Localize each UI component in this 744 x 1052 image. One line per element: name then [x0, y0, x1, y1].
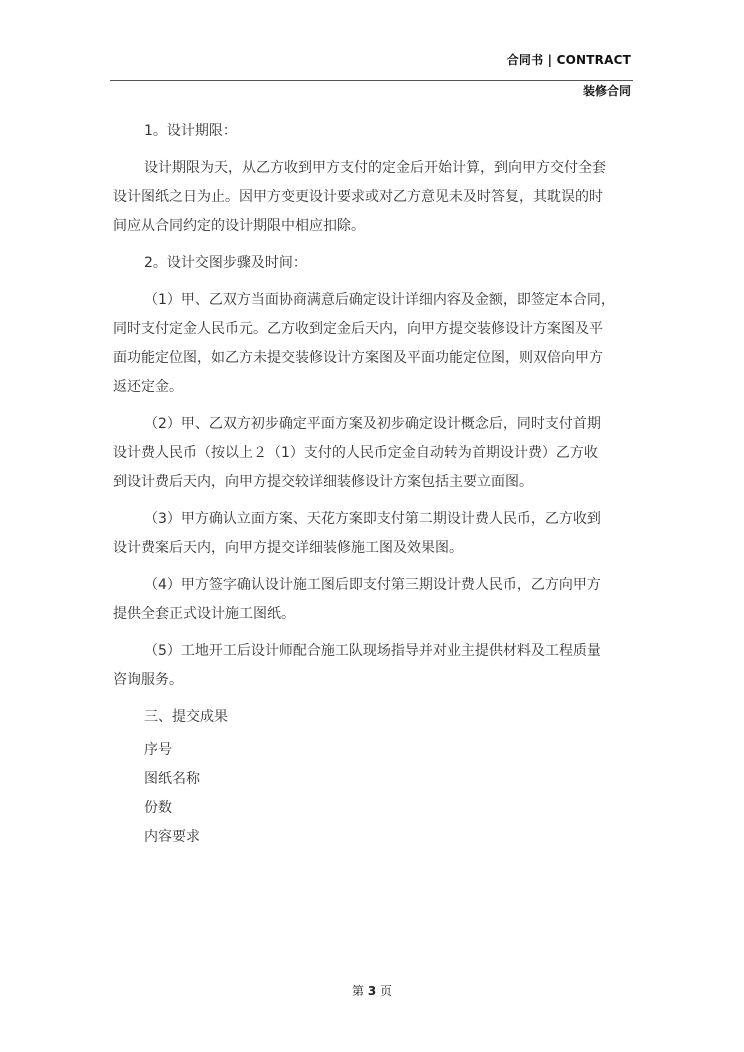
paragraph [113, 637, 643, 695]
paragraph-line: 面功能定位图，如乙方未提交装修设计方案图及平面功能定位图，则双倍向甲方 [113, 350, 603, 366]
list-item: 图纸名称 [144, 771, 200, 787]
paragraph-line: （4）甲方签字确认设计施工图后即支付第三期设计费人民币，乙方向甲方 [144, 577, 601, 593]
header-divider [110, 80, 633, 81]
paragraph-line: （5）工地开工后设计师配合施工队现场指导并对业主提供材料及工程质量 [144, 643, 601, 659]
page-label-prefix: 第 [351, 984, 364, 998]
paragraph-line: 设计图纸之日为止。因甲方变更设计要求或对乙方意见未及时答复，其耽误的时 [113, 189, 603, 205]
list-item: 内容要求 [144, 829, 200, 845]
paragraph-line: 到设计费后天内，向甲方提交较详细装修设计方案包括主要立面图。 [113, 474, 533, 490]
header-subtitle: 装修合同 [582, 84, 631, 98]
paragraph-line: 1。设计期限： [144, 123, 237, 139]
paragraph-line: 设计期限为天，从乙方收到甲方支付的定金后开始计算，到向甲方交付全套 [144, 160, 606, 176]
paragraph [113, 154, 643, 241]
list-item: 序号 [144, 742, 172, 758]
paragraph [113, 505, 643, 563]
page-number: 3 [367, 984, 377, 998]
paragraph-line: 间应从合同约定的设计期限中相应扣除。 [113, 218, 365, 234]
document-body [113, 117, 643, 852]
paragraph [113, 117, 643, 146]
list-item: 份数 [144, 800, 172, 816]
paragraph [113, 286, 643, 402]
paragraph-line: 返还定金。 [113, 379, 183, 395]
paragraph-line: 设计费案后天内，向甲方提交详细装修施工图及效果图。 [113, 540, 463, 556]
paragraph [113, 410, 643, 497]
section-heading [113, 703, 643, 732]
paragraph-line: 提供全套正式设计施工图纸。 [113, 606, 295, 622]
paragraph-line: （1）甲、乙双方当面协商满意后确定设计详细内容及金额，即签定本合同， [144, 292, 615, 308]
paragraph-line: 设计费人民币（按以上２（1）支付的人民币定金自动转为首期设计费）乙方收 [113, 445, 598, 461]
paragraph-line: 同时支付定金人民币元。乙方收到定金后天内，向甲方提交装修设计方案图及平 [113, 321, 603, 337]
paragraph [113, 249, 643, 278]
page-label-suffix: 页 [380, 984, 393, 998]
paragraph-line: （2）甲、乙双方初步确定平面方案及初步确定设计概念后，同时支付首期 [144, 416, 601, 432]
paragraph-line: （3）甲方确认立面方案、天花方案即支付第二期设计费人民币，乙方收到 [144, 511, 601, 527]
section-heading-text: 三、提交成果 [144, 709, 228, 725]
paragraph [113, 571, 643, 629]
page-footer [0, 982, 744, 999]
header-title: 合同书 | CONTRACT [506, 53, 631, 67]
paragraph-line: 2。设计交图步骤及时间： [144, 255, 307, 271]
paragraph-line: 咨询服务。 [113, 672, 183, 688]
